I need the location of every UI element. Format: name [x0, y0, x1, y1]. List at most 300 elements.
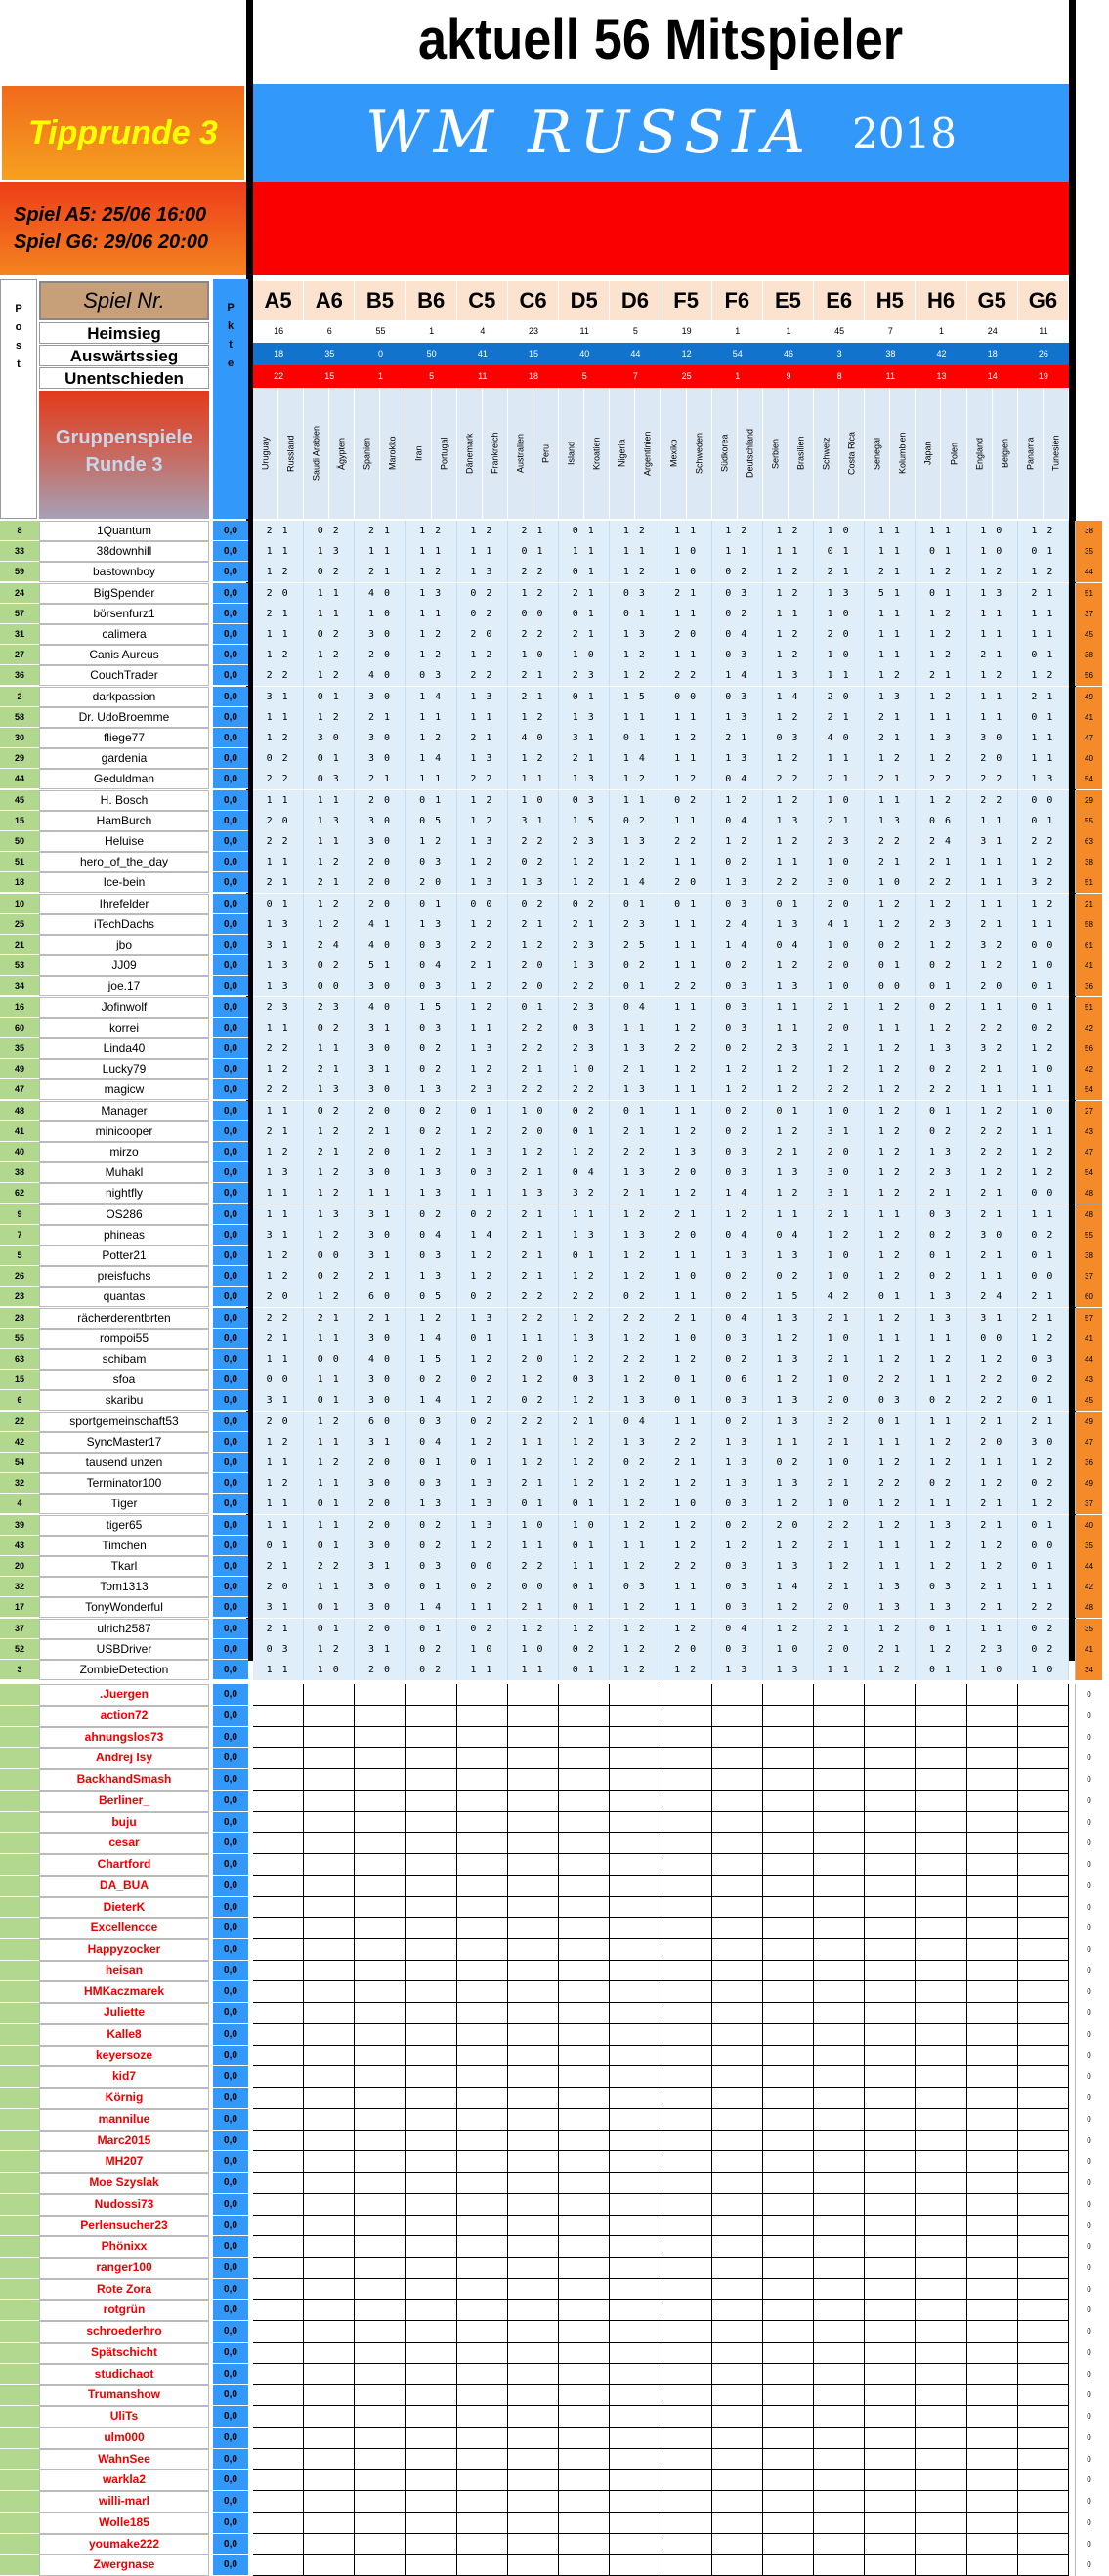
- inactive-row: [0, 1981, 1109, 2003]
- bet-cell: 2 0: [814, 894, 865, 914]
- bet-cell: 0 1: [916, 1101, 966, 1121]
- empty-bet-cell: [253, 1706, 304, 1727]
- empty-bet-cell: [253, 1981, 304, 2003]
- bet-cell: 2 2: [610, 1349, 661, 1370]
- bet-cell: 3 2: [967, 935, 1018, 955]
- empty-bet-cell: [559, 2024, 610, 2046]
- bet-cell: 1 2: [763, 748, 814, 769]
- empty-bet-cell: [763, 2449, 814, 2470]
- empty-bet-cell: [610, 2109, 661, 2131]
- empty-bet-cell: [406, 2321, 457, 2343]
- bet-cell: 2 0: [814, 624, 865, 645]
- bet-cell: 1 1: [304, 583, 355, 604]
- player-name: action72: [39, 1706, 209, 1727]
- empty-bet-cell: [508, 2151, 559, 2173]
- empty-bet-cell: [1018, 2088, 1069, 2109]
- total-cell: 56: [1075, 1038, 1102, 1059]
- total-cell: 0: [1075, 2555, 1102, 2576]
- bet-cell: 1 2: [610, 1515, 661, 1536]
- bet-cell: 2 1: [814, 1349, 865, 1370]
- bet-cell: 2 1: [916, 665, 966, 686]
- empty-bet-cell: [610, 2066, 661, 2088]
- bet-cell: 0 1: [559, 604, 610, 624]
- bets: [253, 790, 1069, 811]
- inactive-row: [0, 2364, 1109, 2386]
- total-cell: 48: [1075, 1597, 1102, 1618]
- points-cell: 0,0: [213, 748, 248, 769]
- bets: [253, 1079, 1069, 1100]
- empty-bet-cell: [916, 1748, 966, 1769]
- bet-cell: 2 0: [355, 894, 405, 914]
- bet-cell: 1 2: [865, 1059, 916, 1079]
- points-cell: 0,0: [213, 687, 248, 707]
- bets: [253, 1812, 1069, 1834]
- empty-bet-cell: [814, 1684, 865, 1706]
- empty-bet-cell: [253, 2003, 304, 2024]
- bet-cell: 1 1: [304, 604, 355, 624]
- empty-bet-cell: [559, 2173, 610, 2194]
- unentschieden-count: 15: [304, 365, 355, 388]
- bet-cell: 0 2: [457, 1412, 508, 1432]
- bet-cell: 0 1: [610, 728, 661, 748]
- bet-cell: 0 1: [610, 976, 661, 996]
- empty-bet-cell: [712, 1961, 763, 1982]
- player-name: tiger65: [39, 1515, 209, 1536]
- post-cell: [0, 1981, 39, 2003]
- table-row: [0, 687, 1109, 708]
- empty-bet-cell: [661, 1981, 712, 2003]
- bet-cell: 2 1: [559, 748, 610, 769]
- empty-bet-cell: [712, 2428, 763, 2449]
- bet-cell: 0 0: [1018, 790, 1069, 811]
- bet-cell: 2 3: [559, 665, 610, 686]
- empty-bet-cell: [508, 2534, 559, 2555]
- inactive-row: [0, 1961, 1109, 1982]
- empty-bet-cell: [916, 2173, 966, 2194]
- player-name: Rote Zora: [39, 2279, 209, 2301]
- empty-bet-cell: [355, 2088, 405, 2109]
- bets: [253, 1142, 1069, 1162]
- empty-bet-cell: [814, 2194, 865, 2216]
- empty-bet-cell: [661, 1854, 712, 1876]
- empty-bet-cell: [967, 2428, 1018, 2449]
- bet-cell: 2 2: [253, 831, 304, 852]
- empty-bet-cell: [355, 2470, 405, 2491]
- bet-cell: 1 0: [508, 1101, 559, 1121]
- bet-cell: 0 2: [1018, 1370, 1069, 1390]
- player-name: Spätschicht: [39, 2343, 209, 2364]
- post-cell: 39: [0, 1515, 39, 1536]
- post-cell: 44: [0, 769, 39, 789]
- bet-cell: 1 4: [712, 1183, 763, 1204]
- total-cell: 38: [1075, 1246, 1102, 1266]
- bet-cell: 0 3: [406, 1246, 457, 1266]
- bets: [253, 2088, 1069, 2109]
- empty-bet-cell: [457, 2491, 508, 2513]
- post-cell: [0, 2491, 39, 2513]
- empty-bet-cell: [1018, 2470, 1069, 2491]
- points-cell: 0,0: [213, 997, 248, 1018]
- empty-bet-cell: [457, 2513, 508, 2534]
- unentschieden-count: 19: [1018, 365, 1069, 388]
- match-id: G6: [1018, 281, 1069, 320]
- player-name: jbo: [39, 935, 209, 955]
- bets: [253, 997, 1069, 1018]
- bet-cell: 3 1: [355, 1204, 405, 1225]
- bet-cell: 2 0: [253, 1577, 304, 1597]
- bet-cell: 1 3: [457, 1142, 508, 1162]
- bets: [253, 2003, 1069, 2024]
- bet-cell: 0 4: [559, 1162, 610, 1183]
- empty-bet-cell: [967, 2364, 1018, 2386]
- empty-bet-cell: [355, 1769, 405, 1791]
- player-name: studichaot: [39, 2364, 209, 2386]
- post-cell: [0, 2088, 39, 2109]
- bet-cell: 1 4: [610, 748, 661, 769]
- empty-bet-cell: [865, 2151, 916, 2173]
- empty-bet-cell: [916, 1897, 966, 1919]
- empty-bet-cell: [814, 1897, 865, 1919]
- empty-bet-cell: [406, 1706, 457, 1727]
- bet-cell: 1 1: [253, 541, 304, 562]
- player-name: Ice-bein: [39, 872, 209, 893]
- post-cell: 53: [0, 955, 39, 976]
- bet-cell: 1 1: [1018, 1121, 1069, 1142]
- bet-cell: 1 4: [406, 1329, 457, 1349]
- post-cell: 18: [0, 872, 39, 893]
- bet-cell: 1 1: [661, 852, 712, 872]
- empty-bet-cell: [661, 2088, 712, 2109]
- bet-cell: 1 3: [763, 1349, 814, 1370]
- empty-bet-cell: [1018, 2534, 1069, 2555]
- bet-cell: 4 0: [508, 728, 559, 748]
- bet-cell: 0 3: [406, 1412, 457, 1432]
- bets: [253, 1246, 1069, 1266]
- table-row: [0, 914, 1109, 936]
- unentschieden-count: 5: [406, 365, 457, 388]
- auswaertssieg-count: 18: [253, 343, 304, 365]
- bet-cell: 3 1: [508, 811, 559, 831]
- bet-cell: 2 2: [253, 1079, 304, 1100]
- away-team: Kroatien: [584, 388, 610, 519]
- bets: [253, 1897, 1069, 1919]
- bet-cell: 2 1: [1018, 1308, 1069, 1329]
- empty-bet-cell: [610, 1833, 661, 1854]
- total-cell: 0: [1075, 1791, 1102, 1812]
- bet-cell: 1 5: [406, 997, 457, 1018]
- empty-bet-cell: [661, 2216, 712, 2237]
- empty-bet-cell: [508, 2131, 559, 2152]
- points-cell: 0,0: [213, 624, 248, 645]
- unentschieden-count: 8: [814, 365, 865, 388]
- empty-bet-cell: [610, 2491, 661, 2513]
- points-cell: 0,0: [213, 1727, 248, 1749]
- bet-cell: 2 0: [814, 1390, 865, 1411]
- total-cell: 51: [1075, 872, 1102, 893]
- bet-cell: 1 2: [559, 1266, 610, 1287]
- empty-bet-cell: [967, 1961, 1018, 1982]
- bets: [253, 872, 1069, 893]
- bet-cell: 2 1: [814, 1473, 865, 1494]
- bet-cell: 1 3: [610, 831, 661, 852]
- match-column-E6: [814, 281, 865, 519]
- points-cell: 0,0: [213, 2364, 248, 2386]
- empty-bet-cell: [559, 1748, 610, 1769]
- post-cell: 3: [0, 1660, 39, 1680]
- empty-bet-cell: [253, 1727, 304, 1749]
- bet-cell: 1 2: [712, 1536, 763, 1556]
- points-cell: 0,0: [213, 1791, 248, 1812]
- post-cell: [0, 2258, 39, 2279]
- empty-bet-cell: [865, 1961, 916, 1982]
- player-name: hero_of_the_day: [39, 852, 209, 872]
- bet-cell: 1 2: [967, 1349, 1018, 1370]
- total-cell: 0: [1075, 2470, 1102, 2491]
- bet-cell: 1 1: [304, 1515, 355, 1536]
- bets: [253, 1266, 1069, 1287]
- bet-cell: 1 3: [763, 1390, 814, 1411]
- post-cell: 60: [0, 1018, 39, 1038]
- bet-cell: 1 2: [763, 624, 814, 645]
- empty-bet-cell: [457, 2534, 508, 2555]
- bet-cell: 1 3: [406, 1183, 457, 1204]
- empty-bet-cell: [1018, 2046, 1069, 2067]
- auswaertssieg-count: 46: [763, 343, 814, 365]
- bet-cell: 1 3: [916, 1515, 966, 1536]
- bet-cell: 2 0: [355, 1494, 405, 1514]
- points-cell: 0,0: [213, 1833, 248, 1854]
- bet-cell: 2 1: [814, 811, 865, 831]
- bets: [253, 687, 1069, 707]
- bet-cell: 1 2: [661, 1183, 712, 1204]
- bet-cell: 1 1: [865, 624, 916, 645]
- bet-cell: 1 3: [304, 541, 355, 562]
- game-line: Spiel G6: 29/06 20:00: [14, 232, 209, 253]
- bet-cell: 1 2: [865, 1038, 916, 1059]
- empty-bet-cell: [304, 1854, 355, 1876]
- empty-bet-cell: [814, 2364, 865, 2386]
- bet-cell: 2 1: [1018, 1412, 1069, 1432]
- away-team: Kolumbien: [890, 388, 916, 519]
- player-name: ulrich2587: [39, 1619, 209, 1639]
- empty-bet-cell: [916, 2449, 966, 2470]
- empty-bet-cell: [304, 1769, 355, 1791]
- empty-bet-cell: [304, 1791, 355, 1812]
- empty-bet-cell: [1018, 2300, 1069, 2321]
- empty-bet-cell: [1018, 2003, 1069, 2024]
- bet-cell: 2 4: [304, 935, 355, 955]
- bet-cell: 1 2: [457, 811, 508, 831]
- empty-bet-cell: [355, 1748, 405, 1769]
- bet-cell: 1 3: [610, 1432, 661, 1453]
- bet-cell: 2 1: [508, 1473, 559, 1494]
- empty-bet-cell: [916, 2385, 966, 2406]
- bet-cell: 1 3: [763, 1308, 814, 1329]
- empty-bet-cell: [406, 1854, 457, 1876]
- bet-cell: 0 2: [457, 1204, 508, 1225]
- empty-bet-cell: [253, 1684, 304, 1706]
- inactive-row: [0, 2513, 1109, 2534]
- bet-cell: 2 2: [508, 831, 559, 852]
- bet-cell: 1 2: [406, 562, 457, 582]
- bet-cell: 1 1: [712, 541, 763, 562]
- empty-bet-cell: [253, 2258, 304, 2279]
- empty-bet-cell: [304, 2046, 355, 2067]
- total-cell: 0: [1075, 1706, 1102, 1727]
- bet-cell: 2 2: [508, 1038, 559, 1059]
- empty-bet-cell: [610, 2321, 661, 2343]
- empty-bet-cell: [763, 2279, 814, 2301]
- bet-cell: 2 1: [508, 1597, 559, 1618]
- empty-bet-cell: [865, 1727, 916, 1749]
- bet-cell: 2 2: [916, 769, 966, 789]
- bets: [253, 1329, 1069, 1349]
- bet-cell: 1 1: [865, 1556, 916, 1577]
- points-cell: 0,0: [213, 1246, 248, 1266]
- match-id: B5: [355, 281, 405, 320]
- points-cell: 0,0: [213, 2173, 248, 2194]
- table-row: [0, 1162, 1109, 1184]
- post-cell: [0, 1727, 39, 1749]
- empty-bet-cell: [916, 2046, 966, 2067]
- bets: [253, 1494, 1069, 1514]
- bet-cell: 1 3: [253, 1162, 304, 1183]
- bets: [253, 2216, 1069, 2237]
- bets: [253, 955, 1069, 976]
- bet-cell: 2 2: [763, 872, 814, 893]
- bet-cell: 1 2: [610, 1370, 661, 1390]
- player-name: Berliner_: [39, 1791, 209, 1812]
- bet-cell: 2 2: [508, 1556, 559, 1577]
- bet-cell: 0 2: [406, 1660, 457, 1680]
- bet-cell: 1 2: [763, 645, 814, 665]
- bet-cell: 1 3: [610, 1162, 661, 1183]
- empty-bet-cell: [610, 2088, 661, 2109]
- bet-cell: 1 1: [508, 1660, 559, 1680]
- empty-bet-cell: [1018, 2555, 1069, 2576]
- bet-cell: 2 1: [814, 1536, 865, 1556]
- empty-bet-cell: [610, 1727, 661, 1749]
- total-cell: 0: [1075, 1981, 1102, 2003]
- bets: [253, 2513, 1069, 2534]
- bet-cell: 2 1: [508, 687, 559, 707]
- bet-cell: 0 1: [1018, 707, 1069, 728]
- empty-bet-cell: [916, 2066, 966, 2088]
- bet-cell: 0 3: [916, 1204, 966, 1225]
- post-cell: [0, 2173, 39, 2194]
- bet-cell: 1 3: [304, 1079, 355, 1100]
- inactive-row: [0, 2534, 1109, 2555]
- bet-cell: 1 3: [457, 1473, 508, 1494]
- bet-cell: 1 1: [457, 1018, 508, 1038]
- empty-bet-cell: [457, 2194, 508, 2216]
- bet-cell: 5 1: [355, 955, 405, 976]
- empty-bet-cell: [253, 2491, 304, 2513]
- bet-cell: 1 3: [712, 1453, 763, 1473]
- empty-bet-cell: [967, 1706, 1018, 1727]
- empty-bet-cell: [916, 2216, 966, 2237]
- inactive-row: [0, 2173, 1109, 2194]
- empty-bet-cell: [253, 2066, 304, 2088]
- empty-bet-cell: [253, 2088, 304, 2109]
- empty-bet-cell: [967, 2555, 1018, 2576]
- empty-bet-cell: [1018, 1727, 1069, 1749]
- bet-cell: 1 2: [508, 1453, 559, 1473]
- player-name: Phönixx: [39, 2236, 209, 2258]
- inactive-row: [0, 2216, 1109, 2237]
- bets: [253, 2173, 1069, 2194]
- total-cell: 48: [1075, 1183, 1102, 1204]
- empty-bet-cell: [508, 2491, 559, 2513]
- bet-cell: 1 5: [406, 1349, 457, 1370]
- unentschieden-count: 13: [916, 365, 966, 388]
- player-name: BigSpender: [39, 583, 209, 604]
- post-cell: [0, 2151, 39, 2173]
- points-cell: 0,0: [213, 1121, 248, 1142]
- post-cell: 49: [0, 1059, 39, 1079]
- empty-bet-cell: [661, 2236, 712, 2258]
- table-row: [0, 935, 1109, 956]
- bet-cell: 1 2: [559, 1473, 610, 1494]
- match-column-G6: [1018, 281, 1069, 519]
- total-cell: 54: [1075, 1079, 1102, 1100]
- bet-cell: 1 0: [814, 852, 865, 872]
- bet-cell: 1 2: [763, 1183, 814, 1204]
- player-name: Manager: [39, 1101, 209, 1121]
- bet-cell: 2 1: [967, 1183, 1018, 1204]
- points-cell: 0,0: [213, 955, 248, 976]
- bet-cell: 1 2: [865, 1225, 916, 1246]
- points-cell: 0,0: [213, 2216, 248, 2237]
- bet-cell: 1 0: [814, 1370, 865, 1390]
- post-cell: [0, 2534, 39, 2555]
- bet-cell: 1 2: [304, 1183, 355, 1204]
- empty-bet-cell: [661, 2258, 712, 2279]
- empty-bet-cell: [661, 2534, 712, 2555]
- empty-bet-cell: [253, 2300, 304, 2321]
- empty-bet-cell: [712, 1727, 763, 1749]
- table-row: [0, 1059, 1109, 1080]
- bet-cell: 1 1: [610, 1536, 661, 1556]
- points-cell: 0,0: [213, 935, 248, 955]
- empty-bet-cell: [712, 2300, 763, 2321]
- empty-bet-cell: [814, 2491, 865, 2513]
- heimsieg-count: 16: [253, 320, 304, 343]
- table-row: [0, 811, 1109, 832]
- bet-cell: 2 1: [610, 1121, 661, 1142]
- empty-bet-cell: [508, 1748, 559, 1769]
- bet-cell: 2 0: [253, 811, 304, 831]
- bet-cell: 0 2: [712, 604, 763, 624]
- bet-cell: 1 2: [967, 1536, 1018, 1556]
- bet-cell: 1 3: [763, 914, 814, 935]
- bet-cell: 0 2: [661, 790, 712, 811]
- bets: [253, 1121, 1069, 1142]
- bet-cell: 0 1: [559, 1246, 610, 1266]
- bet-cell: 3 0: [355, 1225, 405, 1246]
- empty-bet-cell: [712, 2236, 763, 2258]
- bet-cell: 0 2: [406, 1038, 457, 1059]
- empty-bet-cell: [661, 1684, 712, 1706]
- empty-bet-cell: [304, 1939, 355, 1961]
- bet-cell: 1 2: [865, 1349, 916, 1370]
- inactive-row: [0, 1727, 1109, 1749]
- bets: [253, 1727, 1069, 1749]
- post-cell: 40: [0, 1142, 39, 1162]
- empty-bet-cell: [1018, 2491, 1069, 2513]
- match-column-F6: [712, 281, 763, 519]
- total-cell: 0: [1075, 2236, 1102, 2258]
